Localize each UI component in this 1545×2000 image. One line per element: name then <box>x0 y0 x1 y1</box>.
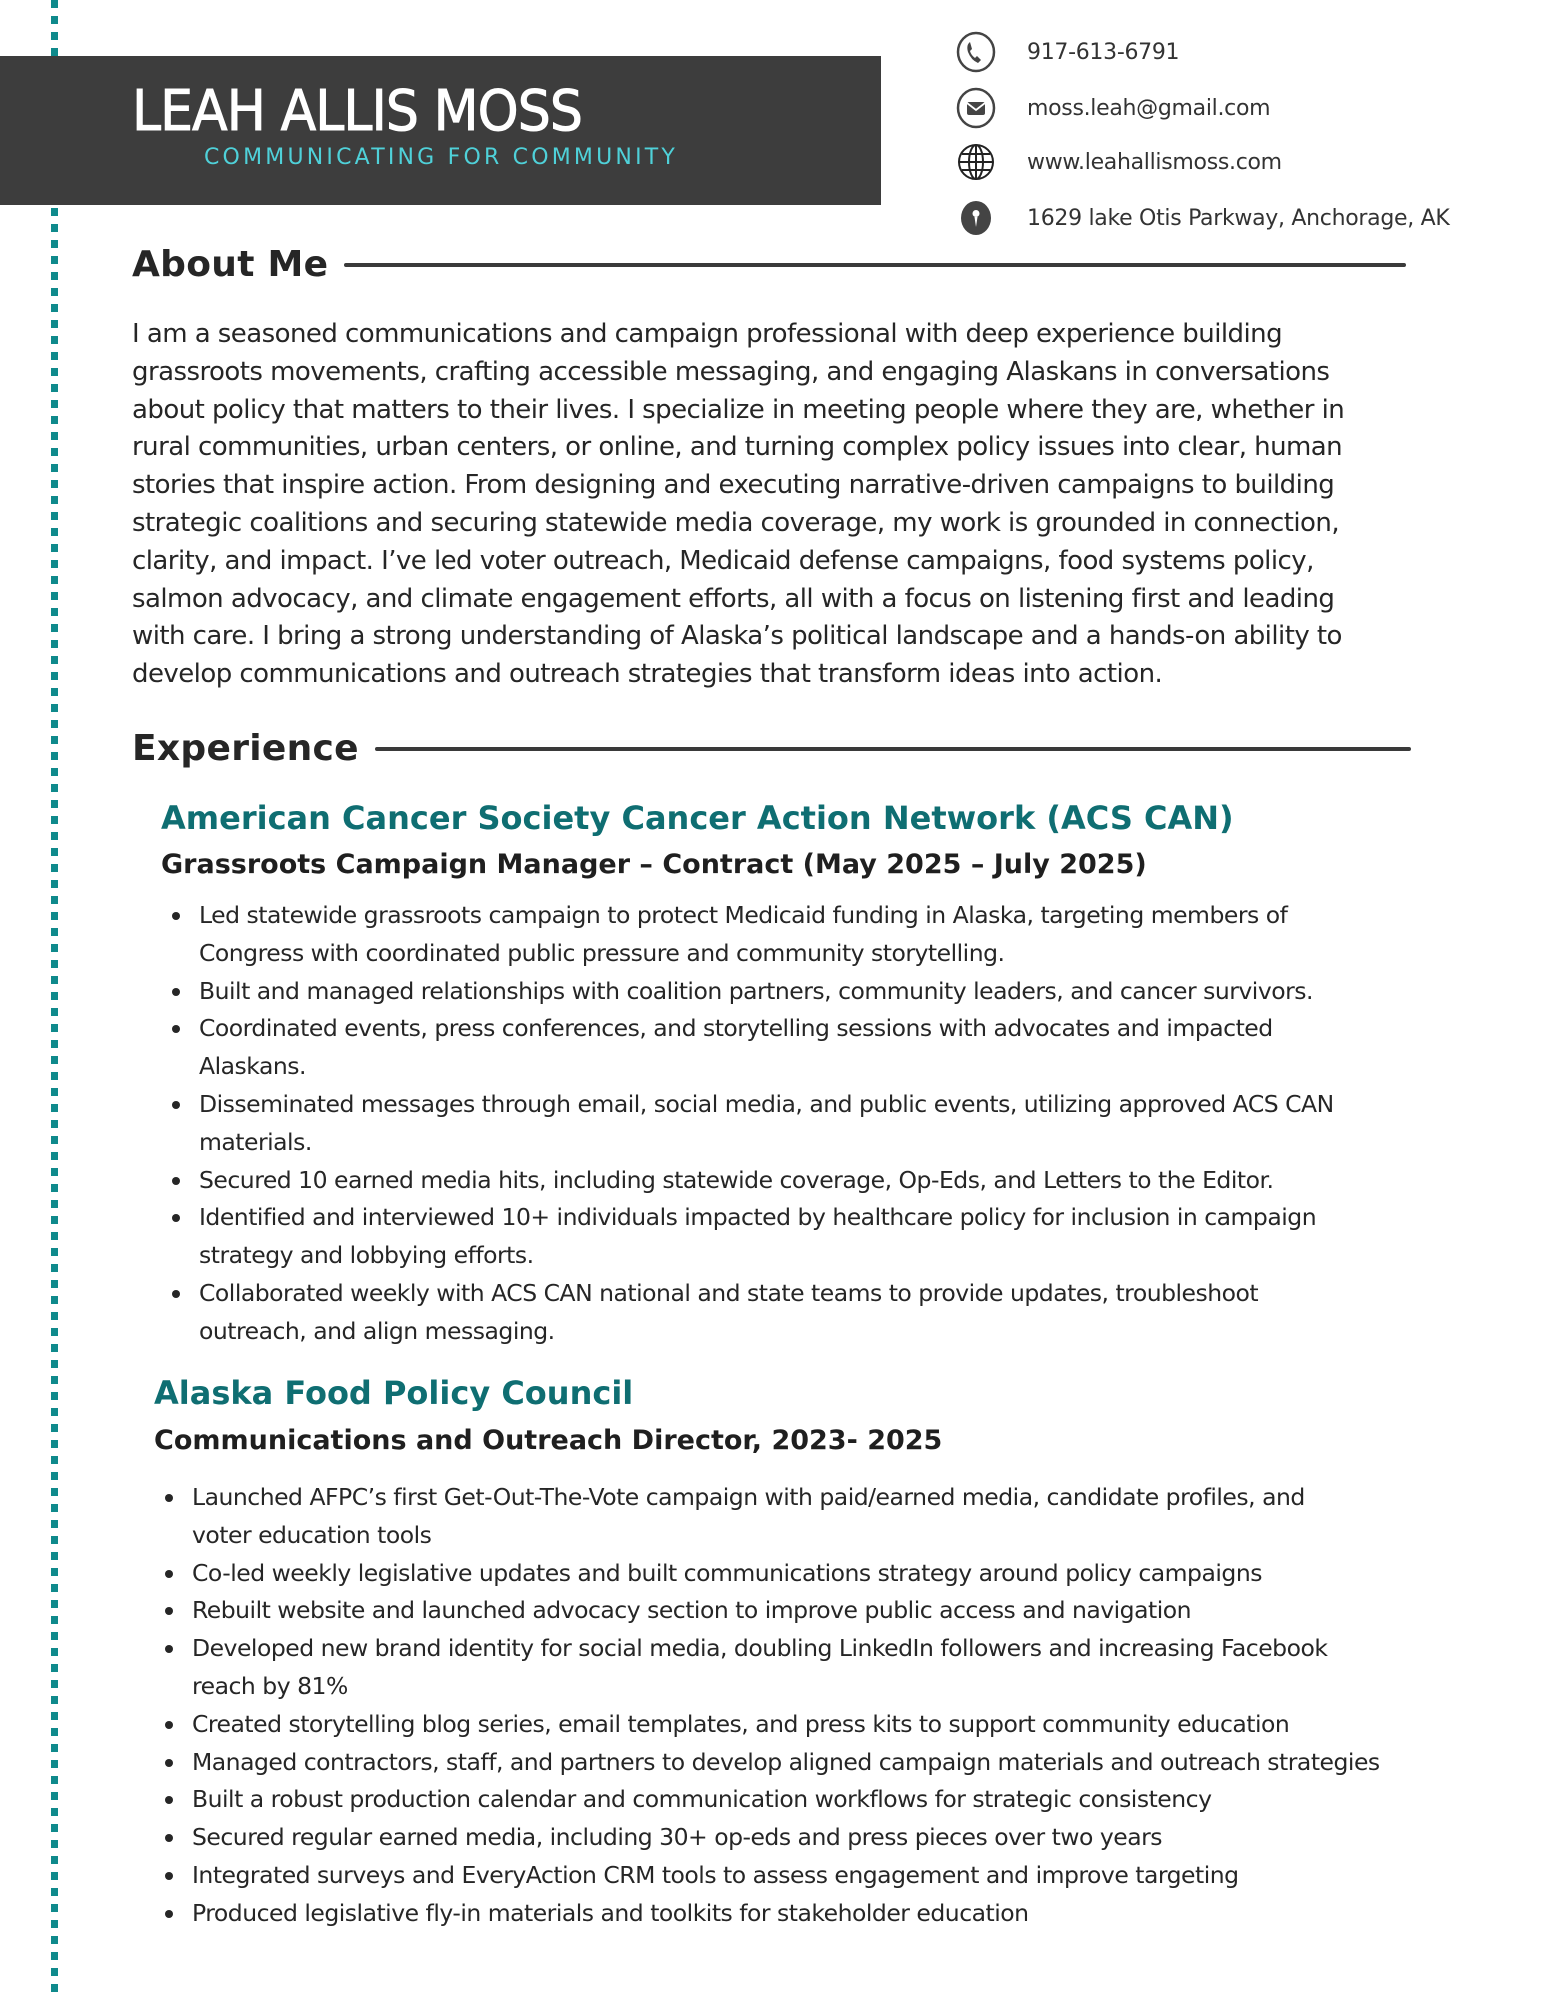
list-item <box>165 1895 1380 1933</box>
experience-heading-title: Experience <box>132 728 359 769</box>
job-organization: American Cancer Society Cancer Action Network (ACS CAN) <box>161 799 1234 837</box>
globe-icon <box>955 141 997 183</box>
about-line: salmon advocacy, and climate engagement efforts, all with a focus on listening first and leading <box>132 583 1335 614</box>
bullet-text: Created storytelling blog series, email templates, and press kits to support community education <box>192 1709 1290 1738</box>
envelope-icon <box>955 87 997 129</box>
bullet-icon <box>172 1101 180 1109</box>
bullet-text: Secured regular earned media, including 30+ op-eds and press pieces over two years <box>192 1823 1163 1852</box>
bullet-text: Developed new brand identity for social media, doubling LinkedIn followers and increasing Facebook <box>192 1634 1328 1663</box>
job-bullet-list <box>172 897 1334 1351</box>
about-heading-title: About Me <box>132 244 329 285</box>
about-line: stories that inspire action. From designing and executing narrative-driven campaigns to building <box>132 470 1335 501</box>
bullet-icon <box>172 1214 180 1222</box>
about-line: develop communications and outreach strategies that transform ideas into action. <box>132 659 1163 690</box>
bullet-icon <box>165 1834 173 1842</box>
bullet-text: Disseminated messages through email, social media, and public events, utilizing approved ACS CAN <box>199 1089 1334 1118</box>
bullet-text: Alaskans. <box>199 1052 306 1081</box>
about-line: clarity, and impact. I’ve led voter outreach, Medicaid defense campaigns, food systems policy, <box>132 545 1314 576</box>
bullet-icon <box>165 1570 173 1578</box>
job-bullet-list <box>165 1479 1380 1933</box>
experience-section-heading <box>132 728 1411 769</box>
list-item <box>165 1555 1380 1593</box>
job-role: Communications and Outreach Director, 2023- 2025 <box>154 1425 943 1456</box>
phone-number[interactable]: 917-613-6791 <box>1027 39 1180 65</box>
map-pin-icon <box>955 197 997 239</box>
dotted-margin-rule <box>51 0 58 2000</box>
list-item <box>165 1592 1380 1630</box>
about-section-heading <box>132 244 1406 285</box>
bullet-text: voter education tools <box>192 1520 432 1549</box>
bullet-icon <box>165 1494 173 1502</box>
bullet-text: Collaborated weekly with ACS CAN national and state teams to provide updates, troubleshoot <box>199 1278 1259 1307</box>
list-item <box>172 1199 1334 1275</box>
list-item <box>172 1275 1334 1351</box>
about-line: grassroots movements, crafting accessible messaging, and engaging Alaskans in conversations <box>132 356 1330 387</box>
list-item <box>165 1744 1380 1782</box>
about-line: strategic coalitions and securing statewide media coverage, my work is grounded in connection, <box>132 507 1340 538</box>
website-link[interactable]: www.leahallismoss.com <box>1027 149 1282 175</box>
contact-phone <box>955 30 1515 74</box>
heading-divider <box>344 263 1406 267</box>
list-item <box>172 973 1334 1011</box>
bullet-text: Coordinated events, press conferences, and storytelling sessions with advocates and impacted <box>199 1014 1273 1043</box>
bullet-icon <box>165 1759 173 1767</box>
contact-website <box>955 140 1515 184</box>
job-role: Grassroots Campaign Manager – Contract (May 2025 – July 2025) <box>161 849 1147 880</box>
bullet-icon <box>172 988 180 996</box>
address-text: 1629 lake Otis Parkway, Anchorage, AK <box>1027 205 1450 231</box>
bullet-text: Launched AFPC’s first Get-Out-The-Vote campaign with paid/earned media, candidate profiles, and <box>192 1483 1305 1511</box>
bullet-icon <box>172 1025 180 1033</box>
bullet-icon <box>165 1872 173 1880</box>
bullet-text: strategy and lobbying efforts. <box>199 1241 534 1270</box>
bullet-text: Led statewide grassroots campaign to protect Medicaid funding in Alaska, targeting members of <box>199 901 1288 929</box>
bullet-icon <box>165 1721 173 1729</box>
bullet-icon <box>172 1177 180 1185</box>
list-item <box>172 1086 1334 1162</box>
bullet-text: Rebuilt website and launched advocacy section to improve public access and navigation <box>192 1596 1192 1625</box>
list-item <box>165 1857 1380 1895</box>
bullet-icon <box>165 1910 173 1918</box>
bullet-icon <box>165 1607 173 1615</box>
tagline: COMMUNICATING FOR COMMUNITY <box>204 145 679 170</box>
bullet-text: Congress with coordinated public pressure and community storytelling. <box>199 938 1005 967</box>
about-line: about policy that matters to their lives. I specialize in meeting people where they are, whether in <box>132 394 1345 425</box>
list-item <box>172 897 1334 973</box>
email-link[interactable]: moss.leah@gmail.com <box>1027 95 1271 121</box>
bullet-text: Built and managed relationships with coalition partners, community leaders, and cancer survivors. <box>199 976 1313 1005</box>
bullet-text: Built a robust production calendar and communication workflows for strategic consistency <box>192 1785 1212 1814</box>
list-item <box>165 1630 1380 1706</box>
bullet-text: Secured 10 earned media hits, including statewide coverage, Op-Eds, and Letters to the Editor. <box>199 1165 1274 1194</box>
name-title: LEAH ALLIS MOSS <box>132 79 582 144</box>
list-item <box>172 1010 1334 1086</box>
heading-divider <box>375 747 1411 751</box>
bullet-text: materials. <box>199 1127 312 1156</box>
about-paragraph <box>132 316 1432 694</box>
bullet-text: Managed contractors, staff, and partners to develop aligned campaign materials and outreach strategies <box>192 1747 1380 1776</box>
list-item <box>165 1819 1380 1857</box>
bullet-text: Integrated surveys and EveryAction CRM tools to assess engagement and improve targeting <box>192 1860 1239 1889</box>
bullet-text: Co-led weekly legislative updates and built communications strategy around policy campaigns <box>192 1558 1262 1587</box>
contact-email <box>955 86 1515 130</box>
list-item <box>172 1162 1334 1200</box>
list-item <box>165 1706 1380 1744</box>
bullet-icon <box>172 1290 180 1298</box>
bullet-text: outreach, and align messaging. <box>199 1316 555 1345</box>
about-line: with care. I bring a strong understanding of Alaska’s political landscape and a hands-on ability to <box>132 621 1342 652</box>
bullet-text: Produced legislative fly-in materials and toolkits for stakeholder education <box>192 1898 1029 1927</box>
job-organization: Alaska Food Policy Council <box>154 1374 634 1412</box>
about-line: rural communities, urban centers, or online, and turning complex policy issues into clear, human <box>132 432 1343 463</box>
list-item <box>165 1781 1380 1819</box>
bullet-text: reach by 81% <box>192 1671 348 1700</box>
bullet-icon <box>165 1645 173 1653</box>
bullet-text: Identified and interviewed 10+ individuals impacted by healthcare policy for inclusion in campaign <box>199 1203 1317 1232</box>
about-line: I am a seasoned communications and campaign professional with deep experience building <box>132 319 1283 349</box>
list-item <box>165 1479 1380 1555</box>
phone-icon <box>955 31 997 73</box>
bullet-icon <box>165 1796 173 1804</box>
contact-address <box>955 196 1515 240</box>
bullet-icon <box>172 912 180 920</box>
